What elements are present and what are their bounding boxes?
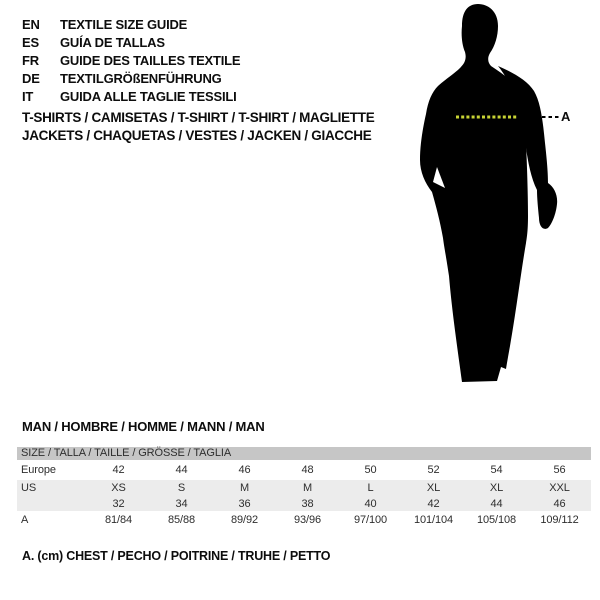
size-cell: L [367,482,374,494]
man-silhouette [420,4,528,382]
size-cell: M [302,482,313,494]
size-cell: 52 [427,464,440,476]
size-cell: 85/88 [167,514,196,526]
section-title-man: MAN / HOMBRE / HOMME / MANN / MAN [22,419,265,434]
language-code: DE [22,71,40,86]
size-cell: 46 [553,497,566,510]
size-cell: S [177,482,186,494]
row-label: US [21,482,37,494]
size-cell: 97/100 [353,514,388,526]
category-tshirts: T-SHIRTS / CAMISETAS / T-SHIRT / T-SHIRT / MAGLIETTE [22,110,375,125]
garment-categories [22,109,374,145]
size-table [17,447,591,529]
man-silhouette-svg [400,0,600,400]
size-cell: 109/112 [540,514,579,526]
size-table-header: SIZE / TALLA / TAILLE / GRÖSSE / TAGLIA [17,447,591,460]
category-jackets: JACKETS / CHAQUETAS / VESTES / JACKEN / GIACCHE [22,128,372,143]
language-label: TEXTILE SIZE GUIDE [60,17,188,32]
language-guide-list [22,16,240,106]
size-cell: 36 [238,497,251,510]
language-row-es [22,34,240,52]
language-row-fr [22,52,240,70]
size-cell: 89/92 [230,514,259,526]
size-cell: 93/96 [293,514,322,526]
size-cell: 101/104 [413,514,454,526]
size-cell: 40 [364,497,377,510]
size-cell: 105/108 [476,514,517,526]
size-cell: M [239,482,250,494]
size-cell: 81/84 [104,514,133,526]
size-cell: 32 [112,497,125,510]
size-cell: 50 [364,464,377,476]
size-cell: 42 [427,497,440,510]
language-code: FR [22,53,39,68]
size-cell: XS [111,482,126,494]
size-cell: 56 [553,464,566,476]
size-cell: 46 [238,464,251,476]
size-table-row-us [17,480,591,496]
language-row-en [22,16,240,34]
size-cell: 42 [112,464,125,476]
man-silhouette-figure [400,0,600,400]
size-cell: 34 [175,497,188,510]
size-cell: 38 [301,497,314,510]
size-cell: 48 [301,464,314,476]
language-label: TEXTILGRÖßENFÜHRUNG [60,71,222,86]
size-table-row-chest-cm [17,511,591,529]
size-cell: 44 [175,464,188,476]
size-table-row-europe [17,460,591,480]
size-cell: XL [489,482,504,494]
language-label: GUIDA ALLE TAGLIE TESSILI [60,89,237,104]
size-cell: XL [426,482,441,494]
size-table-row-uk [17,496,591,511]
language-row-it [22,88,240,106]
language-code: EN [22,17,40,32]
language-label: GUÍA DE TALLAS [60,35,165,50]
row-label: A [21,514,29,526]
size-cell: XXL [549,482,570,494]
language-row-de [22,70,240,88]
measurement-footnote: A. (cm) CHEST / PECHO / POITRINE / TRUHE / PETTO [22,549,331,563]
row-label: Europe [21,464,56,476]
language-code: ES [22,35,39,50]
language-label: GUIDE DES TAILLES TEXTILE [60,53,241,68]
language-code: IT [22,89,34,104]
size-cell: 44 [490,497,503,510]
measure-label-a: A [561,109,571,124]
size-cell: 54 [490,464,503,476]
